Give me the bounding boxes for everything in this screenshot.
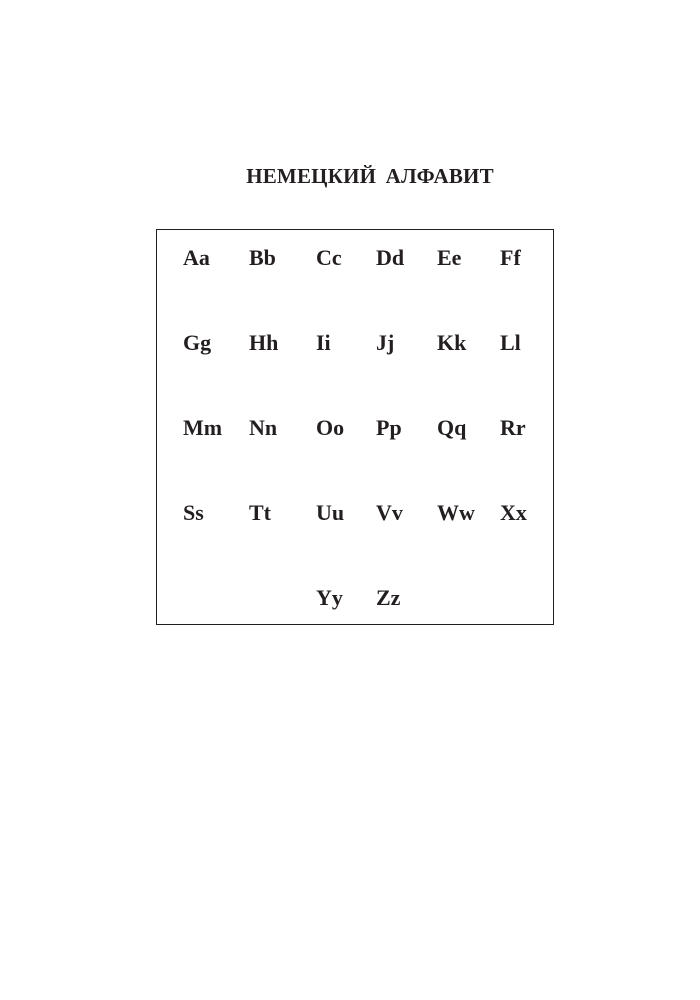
letter-pair-f: Ff	[500, 245, 521, 270]
letter-pair-t: Tt	[249, 500, 271, 525]
letter-pair-x: Xx	[500, 500, 527, 525]
letter-pair-l: Ll	[500, 330, 521, 355]
letter-pair-o: Oo	[316, 415, 345, 440]
letter-pair-j: Jj	[376, 330, 395, 355]
letter-pair-s: Ss	[183, 500, 204, 525]
letter-pair-i: Ii	[316, 330, 331, 355]
letter-pair-g: Gg	[183, 330, 212, 355]
letter-pair-w: Ww	[437, 500, 475, 525]
letter-pair-r: Rr	[500, 415, 526, 440]
letter-pair-c: Cc	[316, 245, 342, 270]
letter-pair-a: Aa	[183, 245, 210, 270]
letter-pair-e: Ee	[437, 245, 462, 270]
letter-pair-v: Vv	[376, 500, 403, 525]
letter-pair-m: Mm	[183, 415, 223, 440]
letter-pair-y: Yy	[316, 585, 343, 610]
page-title: НЕМЕЦКИЙ АЛФАВИТ	[246, 164, 494, 188]
letter-pair-b: Bb	[249, 245, 276, 270]
letter-pair-n: Nn	[249, 415, 278, 440]
letter-pair-p: Pp	[376, 415, 402, 440]
letter-pair-z: Zz	[376, 585, 401, 610]
letter-pair-h: Hh	[249, 330, 279, 355]
letter-pair-q: Qq	[437, 415, 467, 440]
letter-pair-d: Dd	[376, 245, 405, 270]
letter-pair-u: Uu	[316, 500, 345, 525]
letter-pair-k: Kk	[437, 330, 467, 355]
